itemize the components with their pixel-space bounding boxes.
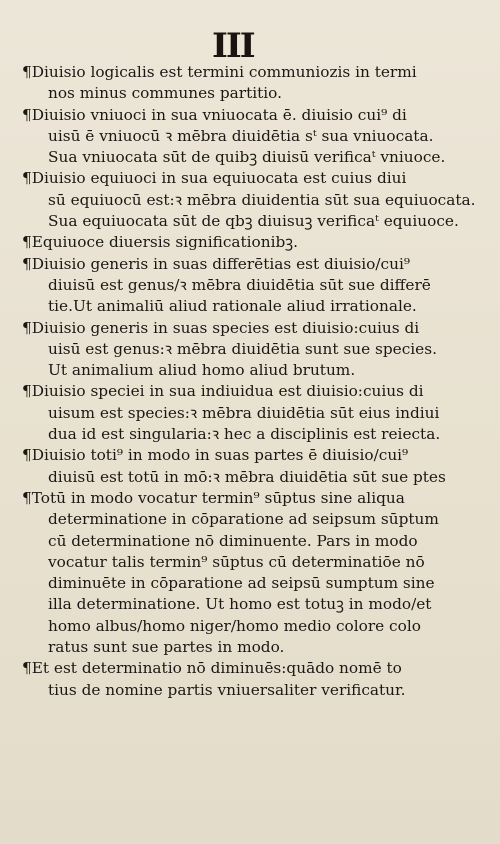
text-line: vocatur talis termin⁹ sūptus cū determinatiōe nō [48, 552, 425, 571]
folio-number: III [212, 26, 254, 66]
text-line: ¶Et est determinatio nō diminuēs:quādo nomē to [22, 659, 402, 678]
text-line: Sua vniuocata sūt de quibꝫ diuisū verificaᵗ vniuoce. [48, 148, 446, 167]
text-line: ¶Diuisio toti⁹ in modo in suas partes ē diuisio/cui⁹ [22, 446, 409, 465]
text-line: Ut animalium aliud homo aliud brutum. [48, 361, 356, 380]
text-line: uisū est genus:ꝛ mēbra diuidētia sunt sue species. [48, 339, 437, 358]
text-line: diuisū est totū in mō:ꝛ mēbra diuidētia sūt sue ptes [48, 467, 446, 486]
text-line: dua id est singularia:ꝛ hec a disciplinis est reiecta. [48, 425, 441, 444]
text-line: ¶Diuisio speciei in sua indiuidua est diuisio:cuius di [22, 382, 424, 401]
text-block [22, 62, 484, 701]
text-line: uisū ē vniuocū ꝛ mēbra diuidētia sᵗ sua vniuocata. [48, 126, 434, 145]
text-line: cū determinatione nō diminuente. Pars in modo [48, 531, 418, 550]
text-line: ¶Diuisio equiuoci in sua equiuocata est cuius diui [22, 169, 407, 188]
text-line: tius de nomine partis vniuersaliter verificatur. [48, 680, 406, 699]
text-line: ¶Totū in modo vocatur termin⁹ sūptus sine aliqua [22, 488, 405, 507]
text-line: ratus sunt sue partes in modo. [48, 638, 285, 657]
text-line: illa determinatione. Ut homo est totuꝫ in modo/et [48, 595, 432, 614]
text-line: ¶Diuisio generis in suas species est diuisio:cuius di [22, 318, 420, 337]
text-line: uisum est species:ꝛ mēbra diuidētia sūt eius indiui [48, 403, 440, 422]
text-line: ¶Diuisio logicalis est termini communiozis in termi [22, 63, 417, 81]
text-line: sū equiuocū est:ꝛ mēbra diuidentia sūt sua equiuocata. [48, 190, 476, 209]
text-line: ¶Diuisio generis in suas differētias est diuisio/cui⁹ [22, 254, 410, 273]
text-line: nos minus communes partitio. [48, 84, 282, 103]
text-line: ¶Diuisio vniuoci in sua vniuocata ē. diuisio cui⁹ di [22, 105, 407, 124]
text-line: determinatione in cōparatione ad seipsum sūptum [48, 510, 439, 529]
text-line: diuisū est genus/ꝛ mēbra diuidētia sūt sue differē [48, 275, 431, 294]
text-line: Sua equiuocata sūt de qbꝫ diuisuꝫ verificaᵗ equiuoce. [48, 212, 459, 231]
text-line: ¶Equiuoce diuersis significationibꝫ. [22, 233, 298, 252]
text-line: homo albus/homo niger/homo medio colore colo [48, 616, 421, 635]
text-line: diminuēte in cōparatione ad seipsū sumptum sine [48, 574, 435, 593]
text-line: tie.Ut animaliū aliud rationale aliud irrationale. [48, 297, 417, 316]
